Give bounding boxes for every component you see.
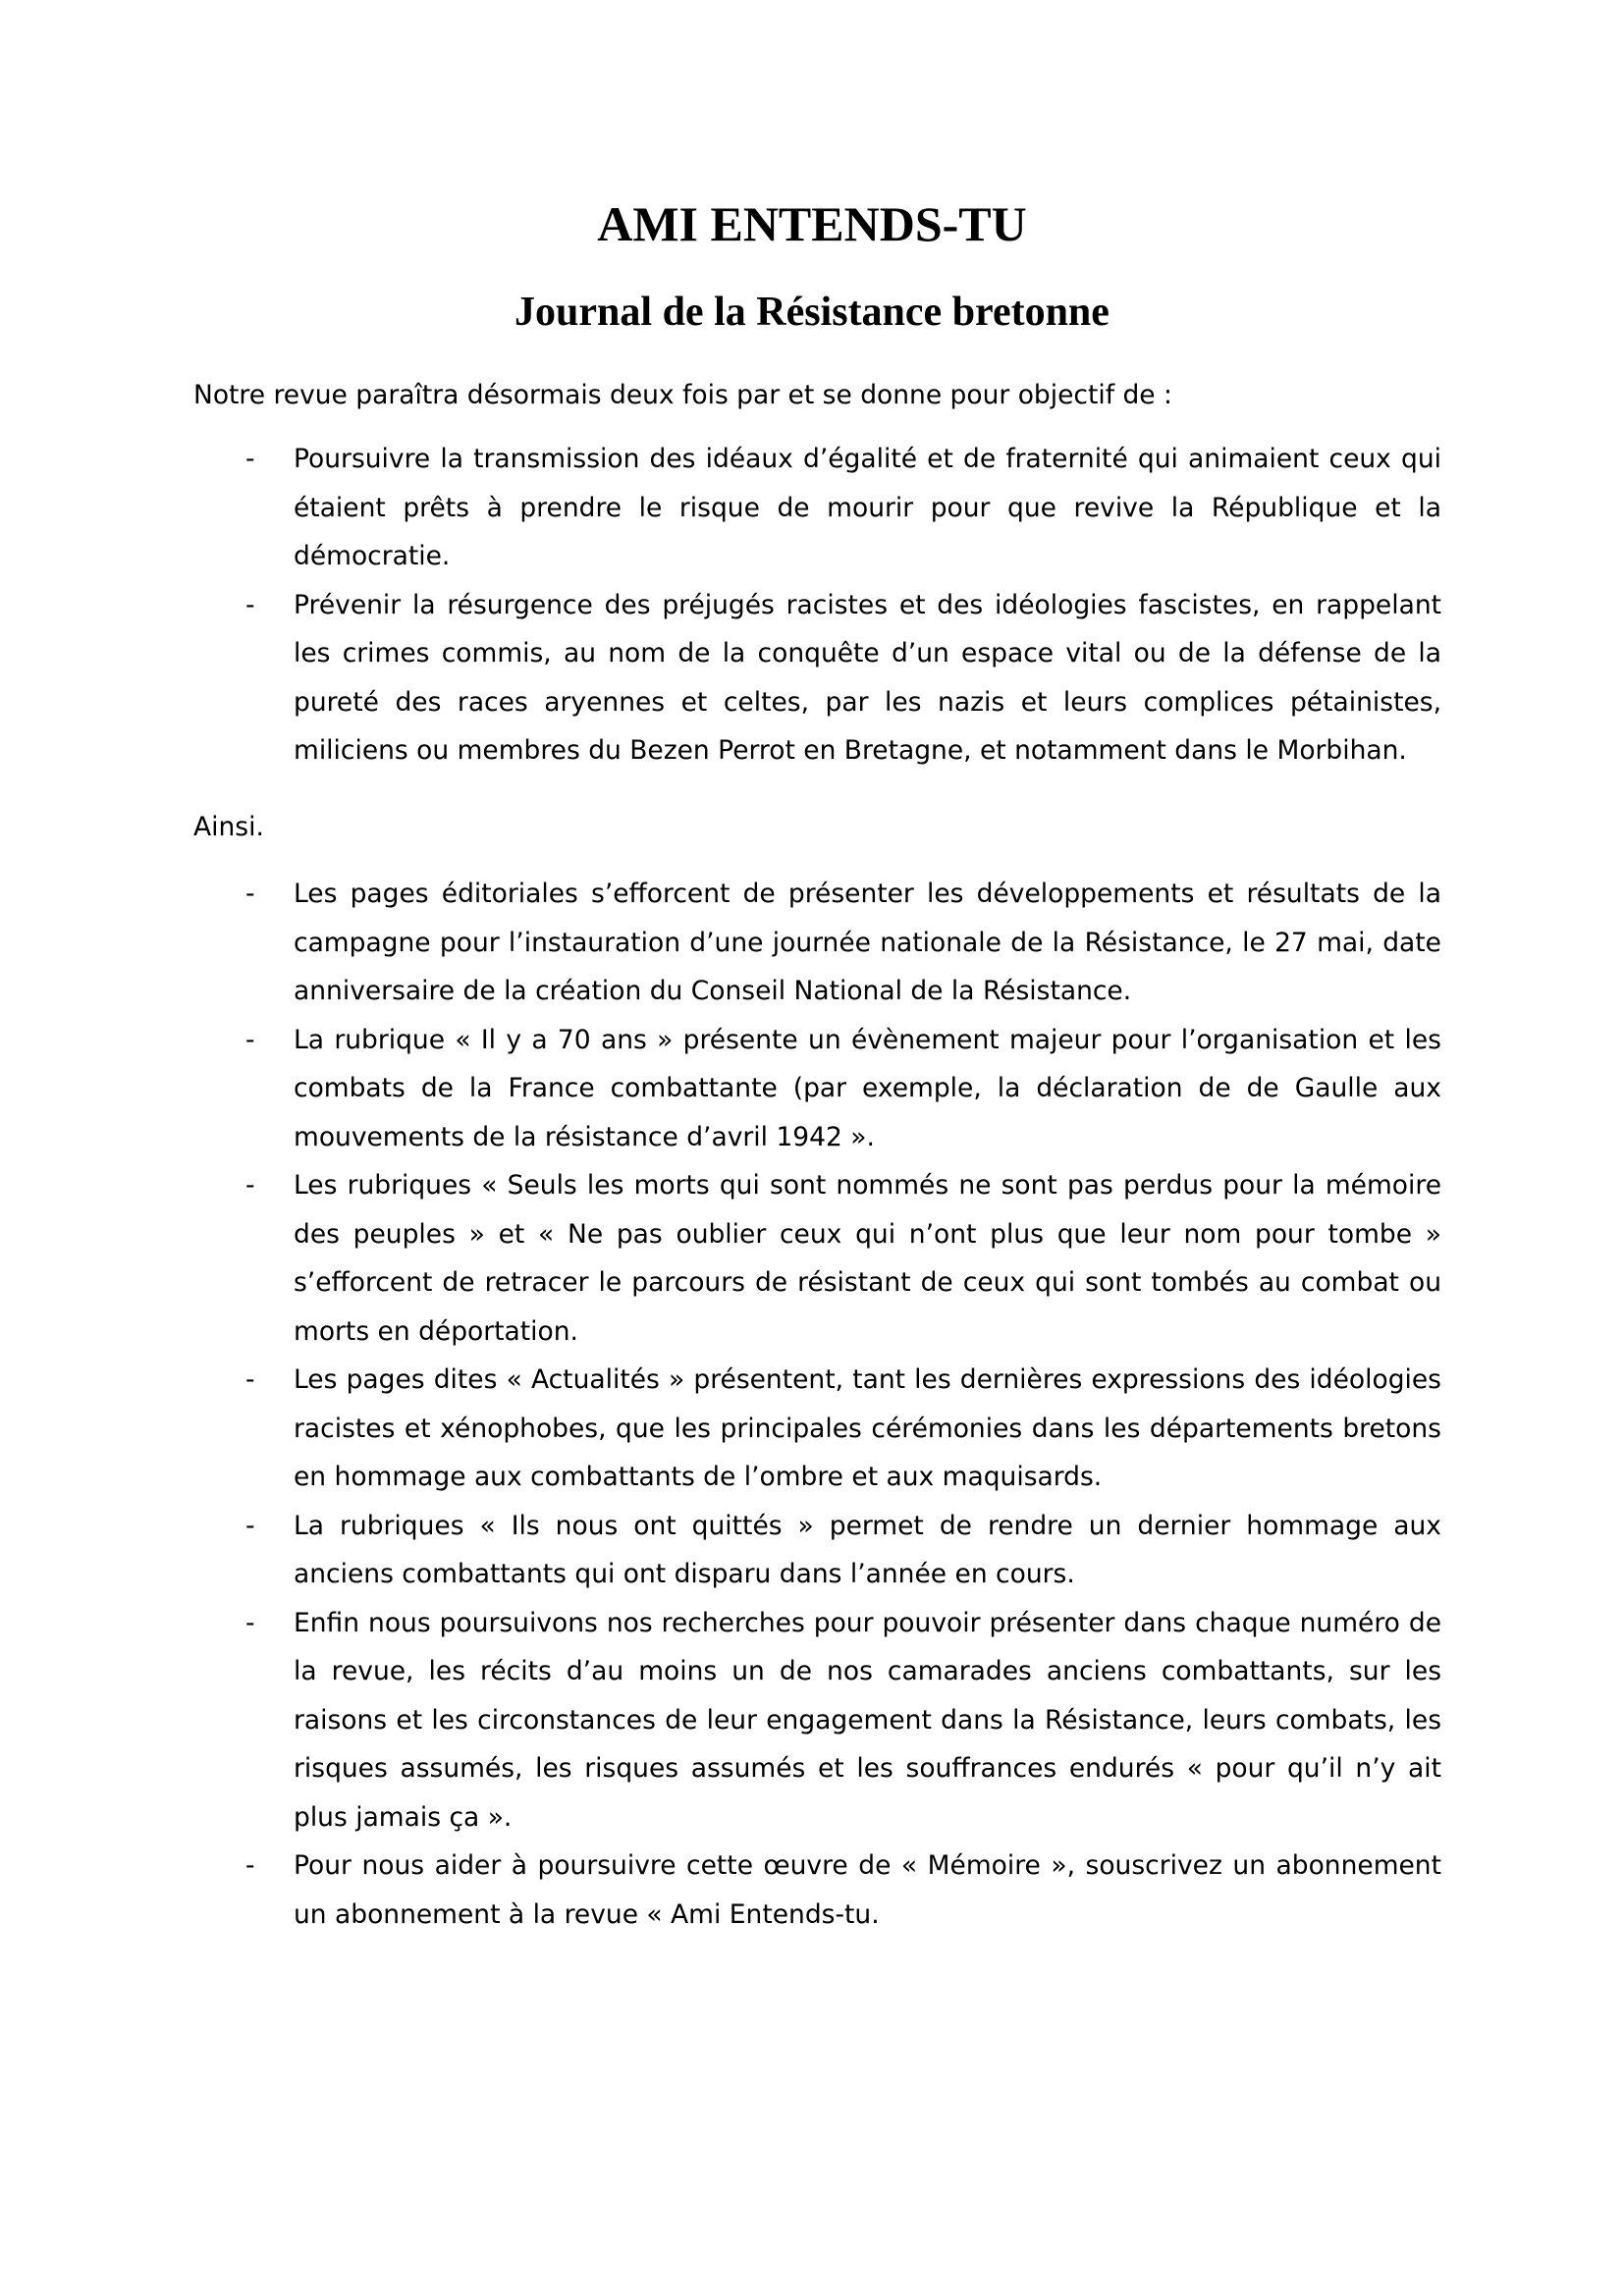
ainsi-paragraph: Ainsi.: [193, 812, 264, 842]
intro-paragraph: Notre revue paraîtra désormais deux fois par et se donne pour objectif de :: [193, 380, 1172, 410]
dash-bullet: -: [245, 879, 255, 909]
dash-bullet: -: [245, 1024, 255, 1055]
dash-bullet: -: [245, 1607, 255, 1638]
dash-bullet: -: [245, 1170, 255, 1201]
list-item: [0, 1016, 1624, 1162]
list-item: [0, 1599, 1624, 1842]
list-item: [0, 1842, 1624, 1939]
list-item-text: Les rubriques « Seuls les morts qui sont nommés ne sont pas perdus pour la mémoire des peuples » et « Ne pas oublier ceux qui n’ont plus que leur nom pour tombe » s’efforcent de retracer le parcours de résistant de ceux qui sont tombés au combat ou morts en déportation.: [294, 1170, 1441, 1347]
list-item: [0, 1502, 1624, 1599]
list-item: [0, 870, 1624, 1016]
list-item: [0, 1356, 1624, 1502]
page-subtitle: Journal de la Résistance bretonne: [514, 290, 1110, 335]
list-item: [0, 435, 1624, 581]
list-item-text: La rubrique « Il y a 70 ans » présente un évènement majeur pour l’organisation et les combats de la France combattante (par exemple, la déclaration de de Gaulle aux mouvements de la résistance d’avril 1942 ».: [294, 1024, 1441, 1152]
list-item-text: Les pages éditoriales s’efforcent de présenter les développements et résultats de la campagne pour l’instauration d’une journée nationale de la Résistance, le 27 mai, date anniversaire de la création du Conseil National de la Résistance.: [294, 879, 1441, 1006]
list-item-text: Poursuivre la transmission des idéaux d’égalité et de fraternité qui animaient ceux qui étaient prêts à prendre le risque de mourir pour que revive la République et la démocratie.: [294, 444, 1441, 571]
list-item-text: La rubriques « Ils nous ont quittés » permet de rendre un dernier hommage aux anciens combattants qui ont disparu dans l’année en cours.: [294, 1510, 1441, 1589]
list-item-text: Prévenir la résurgence des préjugés racistes et des idéologies fascistes, en rappelant les crimes commis, au nom de la conquête d’un espace vital ou de la défense de la pureté des races aryennes et celtes, par les nazis et leurs complices pétainistes, miliciens ou membres du Bezen Perrot en Bretagne, et notamment dans le Morbihan.: [294, 589, 1441, 766]
dash-bullet: -: [245, 1510, 255, 1541]
list-item-text: Pour nous aider à poursuivre cette œuvre de « Mémoire », souscrivez un abonnement un abonnement à la revue « Ami Entends-tu.: [294, 1850, 1441, 1930]
dash-bullet: -: [245, 1364, 255, 1395]
objectives-list: [0, 435, 1624, 775]
list-item-text: Enfin nous poursuivons nos recherches pour pouvoir présenter dans chaque numéro de la revue, les récits d’au moins un de nos camarades anciens combattants, sur les raisons et les circonstances de leur engagement dans la Résistance, leurs combats, les risques assumés, les risques assumés et les souffrances endurés « pour qu’il n’y ait plus jamais ça ».: [294, 1607, 1441, 1833]
sections-list: [0, 870, 1624, 1939]
dash-bullet: -: [245, 589, 255, 620]
list-item: [0, 1161, 1624, 1356]
list-item: [0, 581, 1624, 775]
dash-bullet: -: [245, 1850, 255, 1881]
list-item-text: Les pages dites « Actualités » présentent, tant les dernières expressions des idéologies racistes et xénophobes, que les principales cérémonies dans les départements bretons en hommage aux combattants de l’ombre et aux maquisards.: [294, 1364, 1441, 1492]
dash-bullet: -: [245, 444, 255, 474]
page-title: AMI ENTENDS-TU: [597, 196, 1027, 251]
